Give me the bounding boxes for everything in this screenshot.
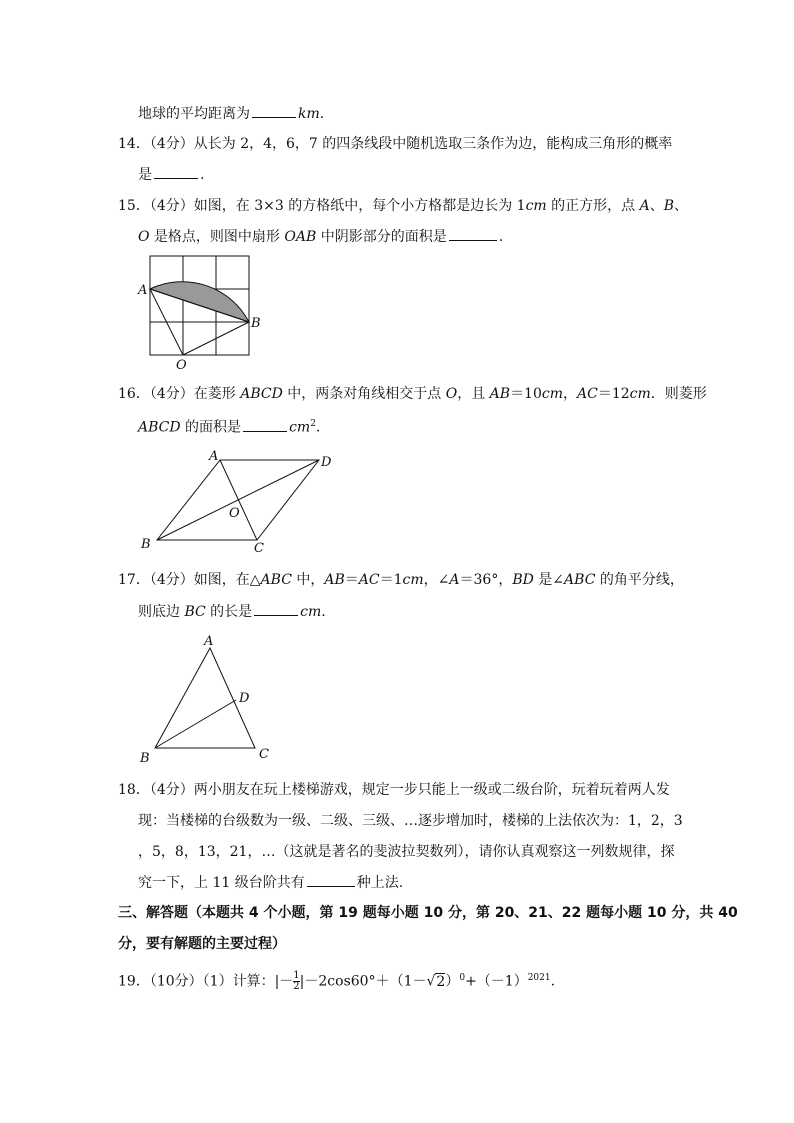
sqrt-sign: √ — [426, 973, 436, 990]
answer-blank — [252, 103, 296, 118]
q18-line4: 究一下，上 11 级台阶共有 种上法. — [138, 872, 403, 893]
label-C: C — [254, 541, 264, 556]
q15-line2: O 是格点，则图中扇形 OAB 中阴影部分的面积是 . — [138, 226, 503, 247]
section-3-heading-line2: 分，要有解题的主要过程） — [118, 936, 286, 952]
label-C: C — [259, 747, 269, 762]
answer-blank — [243, 417, 287, 432]
answer-blank — [449, 226, 497, 241]
q17-line2: 则底边 BC 的长是 cm. — [138, 601, 326, 622]
answer-blank — [307, 872, 355, 887]
label-O: O — [229, 506, 240, 521]
label-B: B — [140, 751, 150, 766]
label-A: A — [138, 283, 148, 298]
figure-15-sector-grid — [130, 250, 270, 373]
q15-line1: 15．（4分）如图，在 3×3 的方格纸中，每个小方格都是边长为 1cm 的正方形，点 A、B、 — [118, 198, 689, 214]
label-D: D — [321, 455, 332, 470]
shaded-segment — [150, 282, 249, 322]
fraction-one-half: $\frac{1}{2}$ — [293, 970, 300, 993]
answer-blank — [154, 164, 198, 179]
figure-16-rhombus — [135, 448, 345, 558]
figure-17-triangle — [135, 630, 285, 770]
q14-line1: 14．（4分）从长为 2，4，6，7 的四条线段中随机选取三条作为边，能构成三角形的概率 — [118, 136, 673, 152]
q16-line1: 16．（4分）在菱形 ABCD 中，两条对角线相交于点 O，且 AB＝10cm，AC＝12cm．则菱形 — [118, 386, 707, 402]
label-A: A — [209, 449, 219, 464]
q14-line2: 是 . — [138, 164, 204, 185]
q19-line1: 19．（10分）（1）计算：|－ $\frac{1}{2}$ $|-2\cos 60^\circ+(1-√2)^0+(-1)^{2021}$. — [118, 970, 556, 993]
label-D: D — [239, 691, 250, 706]
label-B: B — [141, 537, 151, 552]
label-O: O — [176, 358, 187, 373]
q13-tail-line: 地球的平均距离为 km. — [138, 103, 324, 124]
q18-line3: ，5，8，13，21，…（这就是著名的斐波拉契数列），请你认真观察这一列数规律，探 — [138, 844, 675, 860]
q18-line1: 18．（4分）两小朋友在玩上楼梯游戏，规定一步只能上一级或二级台阶，玩着玩着两人发 — [118, 782, 670, 798]
q16-line2: ABCD 的面积是 $cm^2$. — [138, 414, 320, 438]
label-B: B — [251, 316, 261, 331]
label-A: A — [204, 634, 214, 649]
q18-line2: 现：当楼梯的台级数为一级、二级、三级、…逐步增加时，楼梯的上法依次为：1，2，3 — [138, 813, 683, 829]
answer-blank — [254, 601, 298, 616]
section-3-heading-line1: 三、解答题（本题共 4 个小题，第 19 题每小题 10 分，第 20、21、22 题每小题 10 分，共 40 — [118, 905, 738, 921]
q17-line1: 17．（4分）如图，在△ABC 中，AB＝AC＝1cm，∠A＝36°，BD 是∠ABC 的角平分线， — [118, 572, 684, 588]
